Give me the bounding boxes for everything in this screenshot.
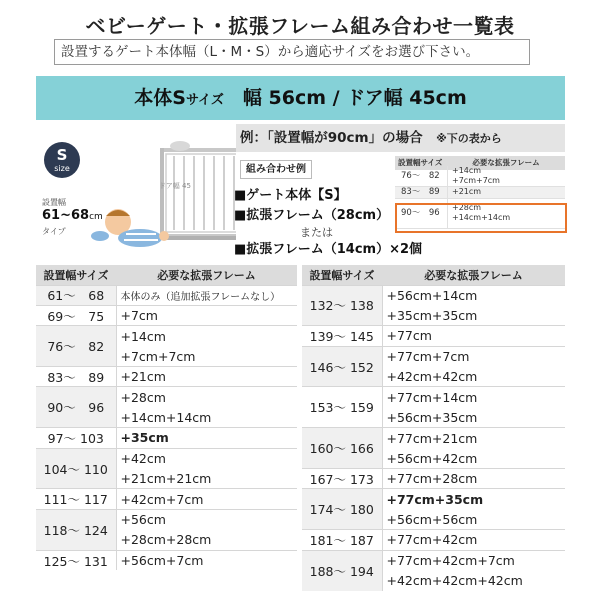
- table-row: [302, 428, 565, 448]
- table-row: [36, 387, 297, 407]
- range-cell: 132～ 138: [302, 285, 382, 326]
- header-frame: 必要な拡張フレーム: [382, 265, 565, 285]
- frame-cell: +7cm: [116, 305, 297, 325]
- header-range: 設置幅サイズ: [302, 265, 382, 285]
- frame-cell: +35cm: [116, 428, 297, 448]
- range-cell: 181～ 187: [302, 530, 382, 550]
- banner-model: 本体S: [134, 87, 186, 109]
- table-row: [36, 367, 297, 387]
- table-row: [36, 428, 297, 448]
- example-label: 組み合わせ例: [240, 160, 312, 179]
- badge-sub: size: [54, 164, 70, 173]
- frame-cell: +21cm: [116, 367, 297, 387]
- frame-cell: +56cm+56cm: [382, 509, 565, 529]
- example-line-2: ■拡張フレーム（28cm）: [234, 208, 390, 223]
- mini-header-frame: 必要な拡張フレーム: [472, 158, 540, 167]
- range-label: 設置幅: [42, 198, 66, 207]
- frame-cell: +77cm+42cm+7cm: [382, 550, 565, 570]
- example-highlight: [395, 203, 567, 233]
- type-label: タイプ: [42, 227, 66, 236]
- size-s-badge: [44, 142, 80, 178]
- table-row: [36, 448, 297, 468]
- table-row: [36, 305, 297, 325]
- door-width-label: ドア幅 45: [159, 182, 191, 190]
- range-value: 61~68cm: [42, 208, 103, 223]
- range-cell: 61～ 68: [36, 285, 116, 305]
- range-cell: 167～ 173: [302, 469, 382, 489]
- frame-cell: +77cm+14cm: [382, 387, 565, 407]
- range-cell: 146～ 152: [302, 346, 382, 387]
- mini-row: 83～ 89 +21cm: [395, 187, 565, 199]
- size-table-right: [302, 265, 565, 591]
- gate-illustration: [36, 124, 236, 262]
- frame-cell: +28cm: [116, 387, 297, 407]
- table-row: [36, 489, 297, 509]
- frame-cell: +56cm+35cm: [382, 407, 565, 427]
- table-row: [36, 285, 297, 305]
- table-row: [302, 326, 565, 346]
- frame-cell: +77cm: [382, 326, 565, 346]
- mini-header-range: 設置幅サイズ: [398, 158, 443, 167]
- frame-cell: +14cm: [116, 326, 297, 346]
- range-cell: 104～ 110: [36, 448, 116, 489]
- table-row: [36, 509, 297, 529]
- frame-cell: +56cm+42cm: [382, 448, 565, 468]
- range-cell: 153～ 159: [302, 387, 382, 428]
- frame-cell: +56cm: [116, 509, 297, 529]
- range-cell: 160～ 166: [302, 428, 382, 469]
- frame-cell: +42cm+42cm: [382, 367, 565, 387]
- table-row: [302, 530, 565, 550]
- example-line-1: ■ゲート本体【S】: [234, 188, 347, 203]
- frame-cell: +42cm+7cm: [116, 489, 297, 509]
- frame-cell: +77cm+28cm: [382, 469, 565, 489]
- frame-cell: +56cm+7cm: [116, 550, 297, 570]
- subtitle-box: 設置するゲート本体幅（L・M・S）から適応サイズをお選び下さい。: [54, 39, 530, 65]
- banner-model-suffix: サイズ: [185, 93, 224, 108]
- range-cell: 188～ 194: [302, 550, 382, 591]
- banner-dimensions: 幅 56cm / ドア幅 45cm: [223, 87, 467, 109]
- range-cell: 118～ 124: [36, 509, 116, 550]
- badge-letter: S: [56, 146, 68, 164]
- range-cell: 139～ 145: [302, 326, 382, 346]
- table-row: [302, 346, 565, 366]
- mini-row: 90～ 96 +28cm +14cm+14cm: [395, 199, 565, 229]
- table-row: [302, 489, 565, 509]
- table-row: [36, 550, 297, 570]
- example-or: または: [300, 226, 333, 239]
- frame-cell: +77cm+35cm: [382, 489, 565, 509]
- page-title: ベビーゲート・拡張フレーム組み合わせ一覧表: [85, 14, 515, 38]
- example-heading: 例：「設置幅が90cm」の場合 ※下の表から: [236, 124, 565, 152]
- range-cell: 97～ 103: [36, 428, 116, 448]
- size-table-left: [36, 265, 297, 570]
- gate-drawing: [80, 124, 236, 262]
- frame-cell: +28cm+28cm: [116, 530, 297, 550]
- table-row: [302, 387, 565, 407]
- header-frame: 必要な拡張フレーム: [116, 265, 297, 285]
- range-cell: 111～ 117: [36, 489, 116, 509]
- frame-cell: +77cm+42cm: [382, 530, 565, 550]
- frame-cell: +21cm+21cm: [116, 469, 297, 489]
- range-cell: 69～ 75: [36, 305, 116, 325]
- table-row: [302, 550, 565, 570]
- table-row: [302, 469, 565, 489]
- frame-cell: 本体のみ（追加拡張フレームなし）: [116, 285, 297, 305]
- frame-cell: +42cm+42cm+42cm: [382, 570, 565, 590]
- frame-cell: +7cm+7cm: [116, 346, 297, 366]
- table-row: [302, 285, 565, 305]
- example-line-3: ■拡張フレーム（14cm）×2個: [234, 242, 423, 257]
- range-cell: 83～ 89: [36, 367, 116, 387]
- frame-cell: +56cm+14cm: [382, 285, 565, 305]
- range-cell: 90～ 96: [36, 387, 116, 428]
- range-cell: 125～ 131: [36, 550, 116, 570]
- frame-cell: +14cm+14cm: [116, 407, 297, 427]
- frame-cell: +77cm+7cm: [382, 346, 565, 366]
- model-banner: [36, 76, 565, 120]
- frame-cell: +42cm: [116, 448, 297, 468]
- header-range: 設置幅サイズ: [36, 265, 116, 285]
- frame-cell: +35cm+35cm: [382, 305, 565, 325]
- range-cell: 76～ 82: [36, 326, 116, 367]
- table-row: [36, 326, 297, 346]
- mini-row: 76～ 82 +14cm +7cm+7cm: [395, 166, 565, 187]
- frame-cell: +77cm+21cm: [382, 428, 565, 448]
- range-cell: 174～ 180: [302, 489, 382, 530]
